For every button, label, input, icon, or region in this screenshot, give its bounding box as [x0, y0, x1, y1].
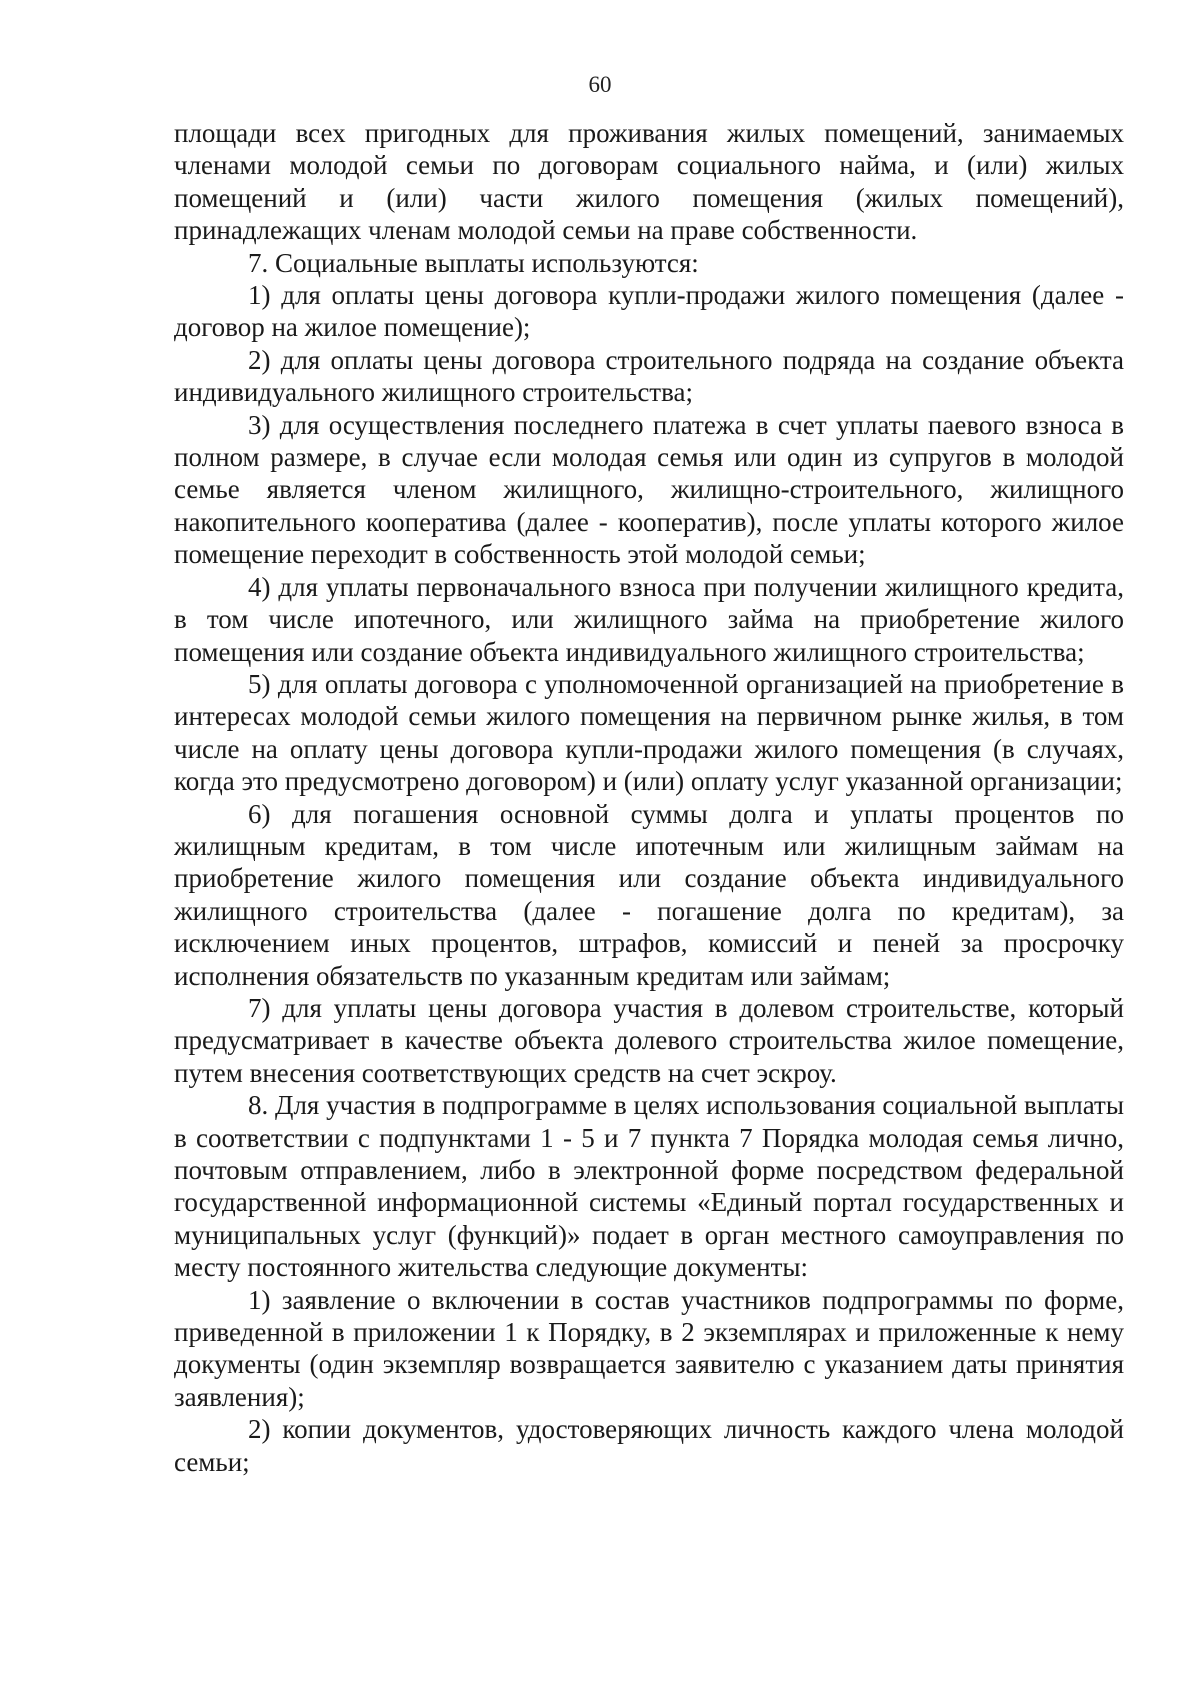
- paragraph-subitem-1: 1) для оплаты цены договора купли-продажи жилого помещения (далее - договор на жилое помещение);: [174, 280, 1124, 343]
- paragraph-subitem-4: 4) для уплаты первоначального взноса при получении жилищного кредита, в том числе ипотечного, или жилищного займа на приобретение жилого помещения или создание объекта индивидуального жилищного строительства;: [174, 571, 1124, 667]
- paragraph-doc-2: 2) копии документов, удостоверяющих личность каждого члена молодой семьи;: [174, 1414, 1124, 1477]
- paragraph-subitem-5: 5) для оплаты договора с уполномоченной организацией на приобретение в интересах молодой семьи жилого помещения на первичном рынке жилья, в том числе на оплату цены договора купли-продажи жилого помещения (в случаях, когда это предусмотрено договором) и (или) оплату услуг указанной организации;: [174, 668, 1124, 797]
- paragraph-subitem-7: 7) для уплаты цены договора участия в долевом строительстве, который предусматривает в качестве объекта долевого строительства жилое помещение, путем внесения соответствующих средств на счет эскроу.: [174, 992, 1124, 1088]
- paragraph-subitem-3: 3) для осуществления последнего платежа в счет уплаты паевого взноса в полном размере, в случае если молодая семья или один из супругов в молодой семье является членом жилищного, жилищно-строительного, жилищного накопительного кооператива (далее - кооператив), после уплаты которого жилое помещение переходит в собственность этой молодой семьи;: [174, 409, 1124, 570]
- paragraph-subitem-6: 6) для погашения основной суммы долга и уплаты процентов по жилищным кредитам, в том числе ипотечным или жилищным займам на приобретение жилого помещения или создание объекта индивидуального жилищного строительства (далее - погашение долга по кредитам), за исключением иных процентов, штрафов, комиссий и пеней за просрочку исполнения обязательств по указанным кредитам или займам;: [174, 798, 1124, 991]
- paragraph-item-7: 7. Социальные выплаты используются:: [248, 247, 699, 278]
- paragraph-continuation: площади всех пригодных для проживания жилых помещений, занимаемых членами молодой семьи по договорам социального найма, и (или) жилых помещений и (или) части жилого помещения (жилых помещений), принадлежащих членам молодой семьи на праве собственности.: [174, 118, 1124, 246]
- page-number: 60: [588, 72, 612, 97]
- document-body: [174, 117, 1124, 1478]
- paragraph-doc-1: 1) заявление о включении в состав участников подпрограммы по форме, приведенной в приложении 1 к Порядку, в 2 экземплярах и приложенные к нему документы (один экземпляр возвращается заявителю с указанием даты принятия заявления);: [174, 1284, 1124, 1412]
- paragraph-subitem-2: 2) для оплаты цены договора строительного подряда на создание объекта индивидуального жилищного строительства;: [174, 344, 1124, 408]
- paragraph-item-8: 8. Для участия в подпрограмме в целях использования социальной выплаты в соответствии с подпунктами 1 - 5 и 7 пункта 7 Порядка молодая семья лично, почтовым отправлением, либо в электронной форме посредством федеральной государственной информационной системы «Единый портал государственных и муниципальных услуг (функций)» подает в орган местного самоуправления по месту постоянного жительства следующие документы:: [174, 1090, 1124, 1283]
